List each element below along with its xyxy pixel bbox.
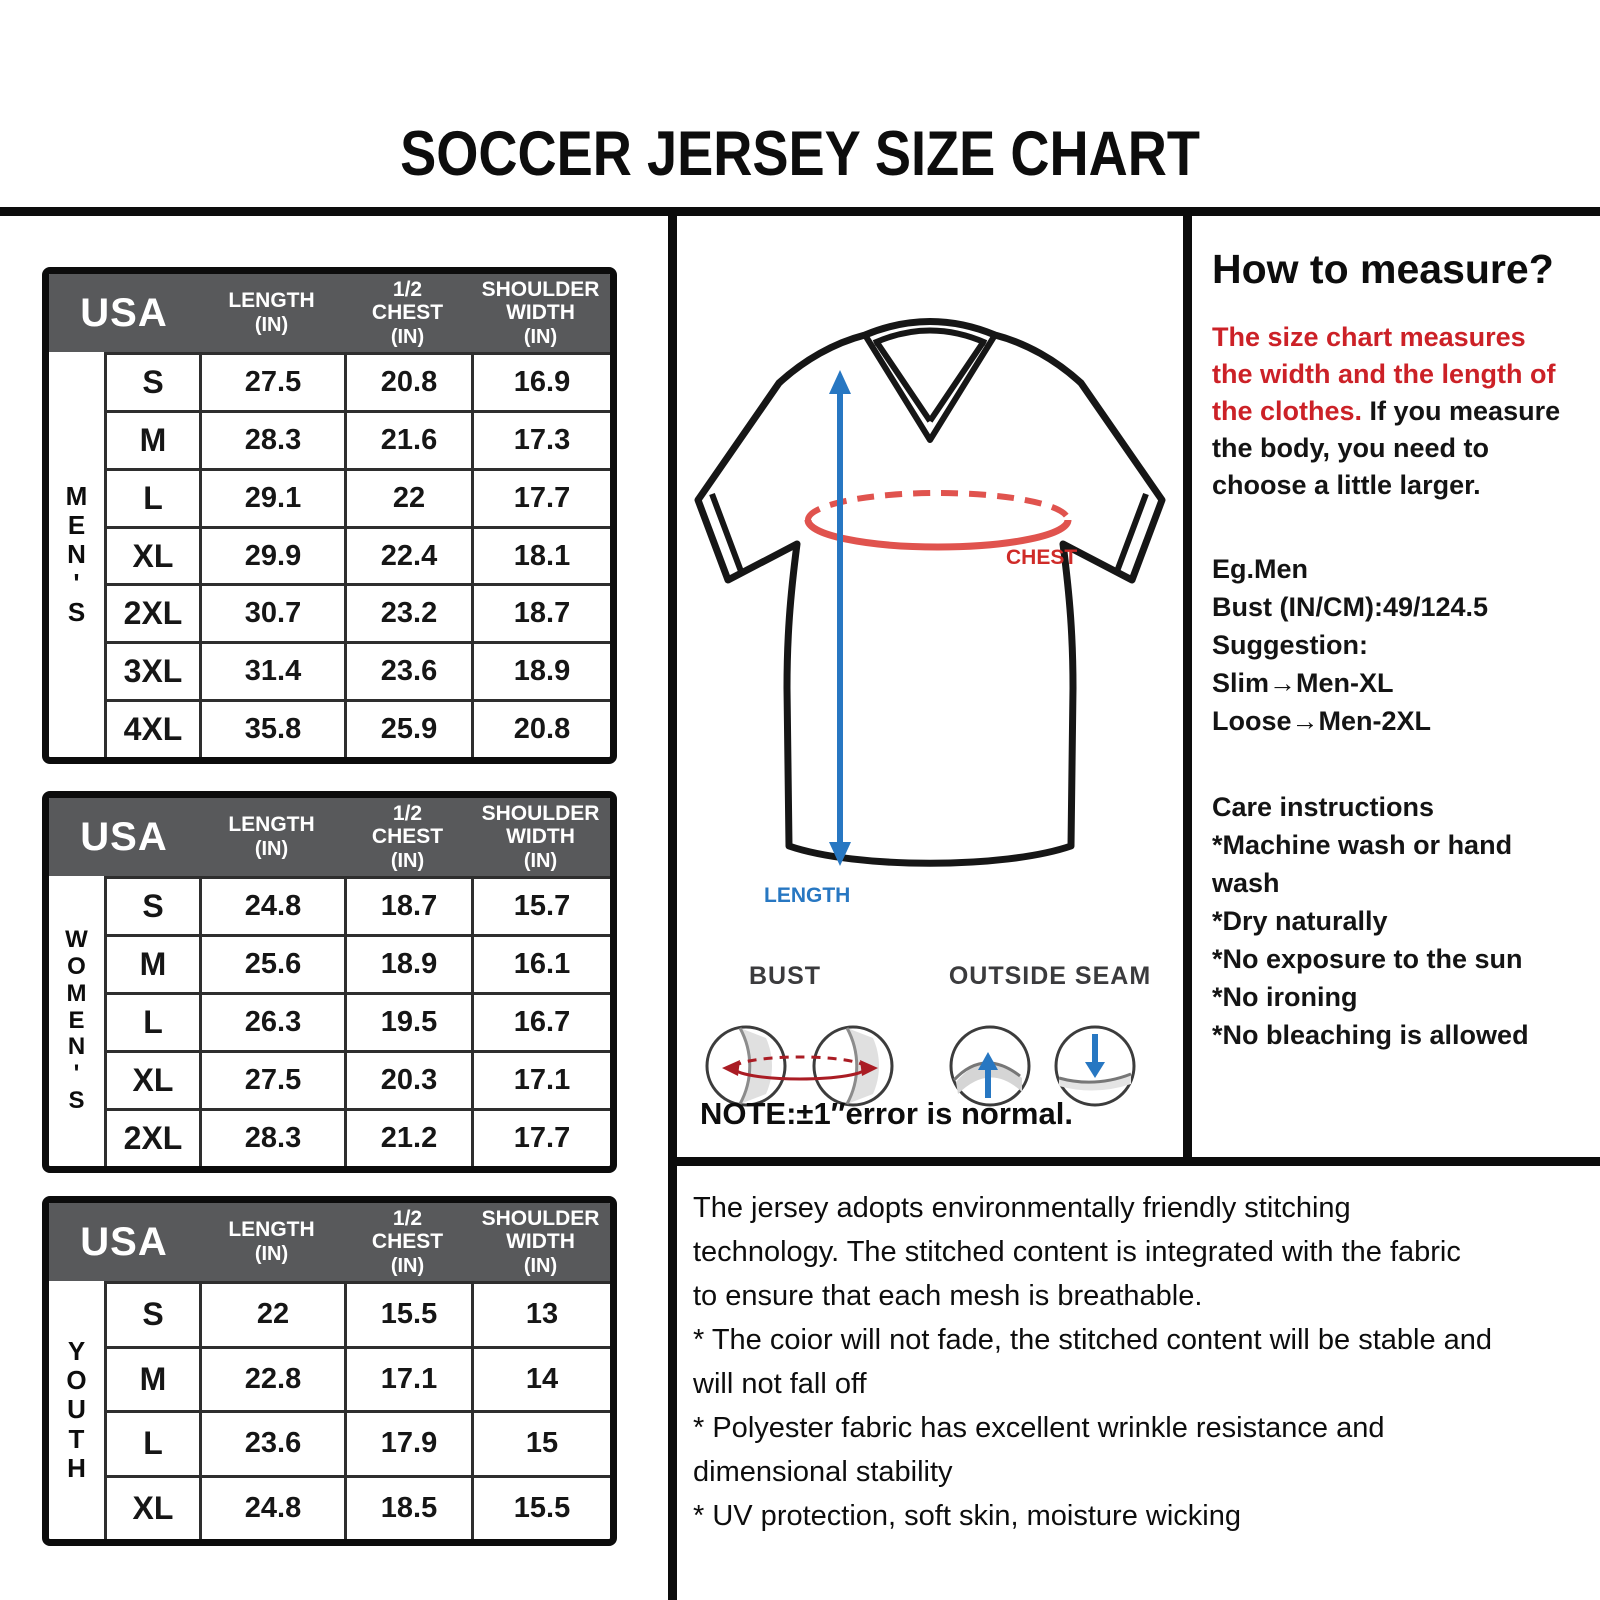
table-row: L 26.3 19.5 16.7 (107, 992, 610, 1050)
measure-intro-red: The size chart measures the width and the length of the clothes. (1212, 322, 1556, 426)
table-row: 4XL 35.8 25.9 20.8 (107, 699, 610, 757)
example-line: Loose→Men-2XL (1212, 706, 1432, 736)
shirt-outline (698, 322, 1162, 864)
description-line: will not fall off (693, 1368, 867, 1400)
measure-intro (1212, 319, 1564, 504)
usa-header: USA (80, 1219, 168, 1264)
youth-size-table (42, 1196, 617, 1546)
care-line: *No bleaching is allowed (1212, 1020, 1529, 1050)
tolerance-note: NOTE:±1″error is normal. (700, 1096, 1073, 1131)
womens-size-table (42, 791, 617, 1173)
table-row: S 22 15.5 13 (107, 1281, 610, 1346)
table-row: S 24.8 18.7 15.7 (107, 876, 610, 934)
table-row: L 23.6 17.9 15 (107, 1410, 610, 1475)
care-line: *No exposure to the sun (1212, 944, 1523, 974)
table-row: 2XL 28.3 21.2 17.7 (107, 1108, 610, 1166)
length-label: LENGTH (764, 884, 851, 907)
seam-detail-icon-down (1056, 1027, 1134, 1105)
table-row: M 22.8 17.1 14 (107, 1346, 610, 1411)
gender-label-youth: Y O U T H (49, 1281, 107, 1539)
table-row: M 25.6 18.9 16.1 (107, 934, 610, 992)
bust-detail-icon-right (814, 1027, 892, 1105)
length-header: LENGTH (IN) (228, 289, 315, 336)
table-header (49, 1203, 610, 1281)
table-row: M 28.3 21.6 17.3 (107, 410, 610, 468)
middle-horizontal-divider (668, 1157, 1600, 1166)
table-header (49, 274, 610, 352)
table-row: L 29.1 22 17.7 (107, 468, 610, 526)
example-line: Eg.Men (1212, 554, 1309, 584)
care-instructions (1212, 788, 1564, 1054)
description-line: to ensure that each mesh is breathable. (693, 1280, 1203, 1312)
top-divider (0, 207, 1600, 216)
how-to-measure-heading: How to measure? (1212, 246, 1554, 292)
care-title: Care instructions (1212, 792, 1435, 822)
table-row: XL 24.8 18.5 15.5 (107, 1475, 610, 1540)
table-row: XL 27.5 20.3 17.1 (107, 1050, 610, 1108)
right-vertical-divider (1183, 207, 1192, 1165)
half-chest-header: 1/2 CHEST (IN) (371, 1206, 444, 1277)
table-row: XL 29.9 22.4 18.1 (107, 526, 610, 584)
shoulder-width-header: SHOULDER WIDTH (IN) (481, 801, 600, 872)
description-line: * The coior will not fade, the stitched content will be stable and (693, 1324, 1493, 1356)
care-line: *Machine wash or hand wash (1212, 830, 1513, 898)
example-line: Suggestion: (1212, 630, 1368, 660)
care-line: *No ironing (1212, 982, 1358, 1012)
page-title: SOCCER JERSEY SIZE CHART (400, 119, 1200, 189)
description-line: * Polyester fabric has excellent wrinkle resistance and (693, 1412, 1385, 1444)
fabric-description (693, 1186, 1492, 1538)
length-header: LENGTH (IN) (228, 1218, 315, 1265)
description-line: * UV protection, soft skin, moisture wicking (693, 1500, 1241, 1532)
description-line: The jersey adopts environmentally friendly stitching (693, 1192, 1351, 1224)
half-chest-header: 1/2 CHEST (IN) (371, 801, 444, 872)
mens-size-table (42, 267, 617, 764)
seam-detail-icon-up (951, 1027, 1029, 1105)
description-line: technology. The stitched content is integrated with the fabric (693, 1236, 1461, 1268)
jersey-measurement-diagram (676, 288, 1183, 923)
length-header: LENGTH (IN) (228, 813, 315, 860)
half-chest-header: 1/2 CHEST (IN) (371, 277, 444, 348)
shoulder-width-header: SHOULDER WIDTH (IN) (481, 1206, 600, 1277)
chest-label: CHEST (1006, 546, 1078, 569)
gender-label-mens: M E N ' S (49, 352, 107, 757)
table-row: S 27.5 20.8 16.9 (107, 352, 610, 410)
bust-label: BUST (748, 962, 822, 990)
table-header (49, 798, 610, 876)
how-to-measure-panel (1212, 246, 1564, 1054)
table-row: 3XL 31.4 23.6 18.9 (107, 641, 610, 699)
care-line: *Dry naturally (1212, 906, 1388, 936)
example-line: Slim→Men-XL (1212, 668, 1394, 698)
description-line: dimensional stability (693, 1456, 953, 1488)
outside-seam-label: OUTSIDE SEAM (948, 962, 1152, 990)
sizing-example (1212, 550, 1564, 740)
usa-header: USA (80, 290, 168, 335)
example-line: Bust (IN/CM):49/124.5 (1212, 592, 1489, 622)
gender-label-womens: W O M E N ' S (49, 876, 107, 1166)
usa-header: USA (80, 814, 168, 859)
shoulder-width-header: SHOULDER WIDTH (IN) (481, 277, 600, 348)
table-row: 2XL 30.7 23.2 18.7 (107, 583, 610, 641)
measure-intro-black: If you measure the body, you need to choose a little larger. (1212, 396, 1561, 500)
bust-detail-icon-left (707, 1027, 785, 1105)
